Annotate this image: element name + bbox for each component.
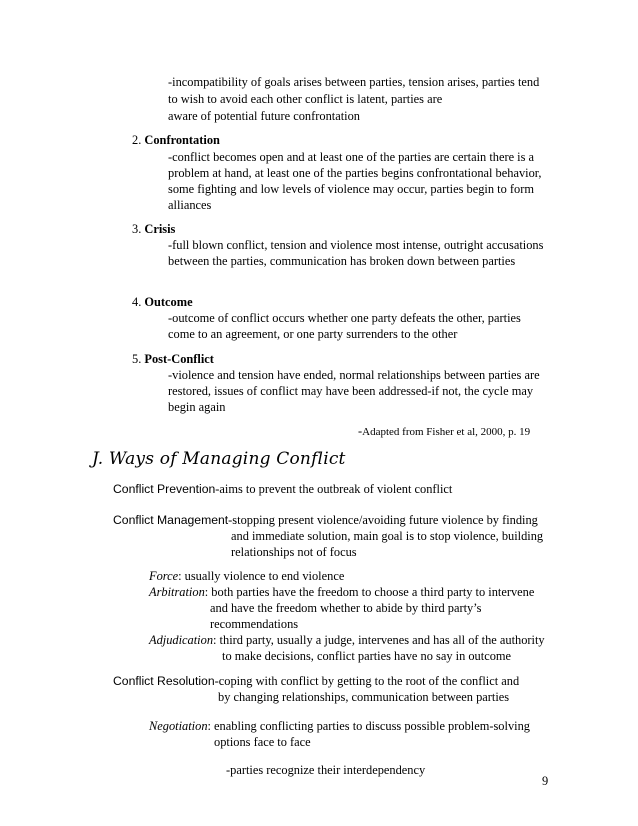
post-conflict-line-3: begin again <box>168 400 226 414</box>
interdependency-line: -parties recognize their interdependency <box>226 763 426 777</box>
crisis-line-2: between the parties, communication has broken down between parties <box>168 254 516 268</box>
resolution-line-2: by changing relationships, communication between parties <box>218 690 510 704</box>
stage-number: 4. <box>132 295 142 309</box>
resolution-line-1: -coping with conflict by getting to the root of the conflict and <box>214 674 520 688</box>
stage-outcome-heading <box>132 295 193 310</box>
stage-number: 5. <box>132 352 142 366</box>
bullet-term: Arbitration <box>149 585 205 599</box>
latent-line-3: aware of potential future confrontation <box>168 109 360 123</box>
stage-number: 3. <box>132 222 142 236</box>
bullet-text: : usually violence to end violence <box>178 569 345 583</box>
arbitration-line-3: recommendations <box>210 617 299 631</box>
management-line-3: relationships not of focus <box>231 545 357 559</box>
confrontation-line-2: problem at hand, at least one of the parties begins confrontational behavior, <box>168 166 542 180</box>
bullet-text: : enabling conflicting parties to discuss possible problem-solving <box>207 719 530 733</box>
arbitration-line-2: and have the freedom whether to abide by third party’s <box>210 601 482 615</box>
post-conflict-line-2: restored, issues of conflict may have been addressed-if not, the cycle may <box>168 384 534 398</box>
stage-title: Confrontation <box>144 133 220 147</box>
stage-confrontation-heading <box>132 133 220 148</box>
negotiation-line-2: options face to face <box>214 735 311 749</box>
adjudication-line-2: to make decisions, conflict parties have no say in outcome <box>222 649 512 663</box>
source-credit <box>358 424 530 440</box>
adjudication-bullet <box>149 633 545 648</box>
stage-number: 2. <box>132 133 142 147</box>
outcome-line-1: -outcome of conflict occurs whether one party defeats the other, parties <box>168 311 521 325</box>
stage-crisis-heading <box>132 222 175 237</box>
prevention-paragraph <box>113 482 452 497</box>
confrontation-line-1: -conflict becomes open and at least one of the parties are certain there is a <box>168 150 535 164</box>
post-conflict-line-1: -violence and tension have ended, normal relationships between parties are <box>168 368 540 382</box>
bullet-text: : both parties have the freedom to choose a third party to intervene <box>204 585 535 599</box>
negotiation-bullet <box>149 719 530 734</box>
confrontation-line-4: alliances <box>168 198 212 212</box>
stage-title: Post-Conflict <box>144 352 214 366</box>
outcome-line-2: come to an agreement, or one party surrenders to the other <box>168 327 458 341</box>
page-number: 9 <box>542 774 549 788</box>
prevention-term: Conflict Prevention <box>113 482 216 496</box>
bullet-term: Force <box>149 569 179 583</box>
resolution-term: Conflict Resolution <box>113 674 215 688</box>
resolution-paragraph <box>113 674 519 689</box>
prevention-text: -aims to prevent the outbreak of violent conflict <box>215 482 453 496</box>
management-paragraph <box>113 513 538 528</box>
bullet-term: Negotiation <box>149 719 208 733</box>
force-bullet <box>149 569 344 584</box>
management-term: Conflict Management <box>113 513 229 527</box>
bullet-term: Adjudication <box>149 633 214 647</box>
stage-title: Outcome <box>144 295 193 309</box>
arbitration-bullet <box>149 585 534 600</box>
management-line-2: and immediate solution, main goal is to stop violence, building <box>231 529 544 543</box>
bullet-text: : third party, usually a judge, intervenes and has all of the authority <box>213 633 545 647</box>
credit-text: Adapted from Fisher et al, 2000, p. 19 <box>362 426 531 438</box>
latent-line-1: -incompatibility of goals arises between parties, tension arises, parties tend <box>168 75 540 89</box>
stage-title: Crisis <box>144 222 176 236</box>
section-heading: J. Ways of Managing Conflict <box>92 449 346 469</box>
crisis-line-1: -full blown conflict, tension and violence most intense, outright accusations <box>168 238 544 252</box>
management-line-1: -stopping present violence/avoiding future violence by finding <box>228 513 538 527</box>
latent-line-2: to wish to avoid each other conflict is latent, parties are <box>168 92 443 106</box>
stage-post-conflict-heading <box>132 352 214 367</box>
credit-dash: - <box>358 424 363 438</box>
confrontation-line-3: some fighting and low levels of violence may occur, parties begin to form <box>168 182 534 196</box>
